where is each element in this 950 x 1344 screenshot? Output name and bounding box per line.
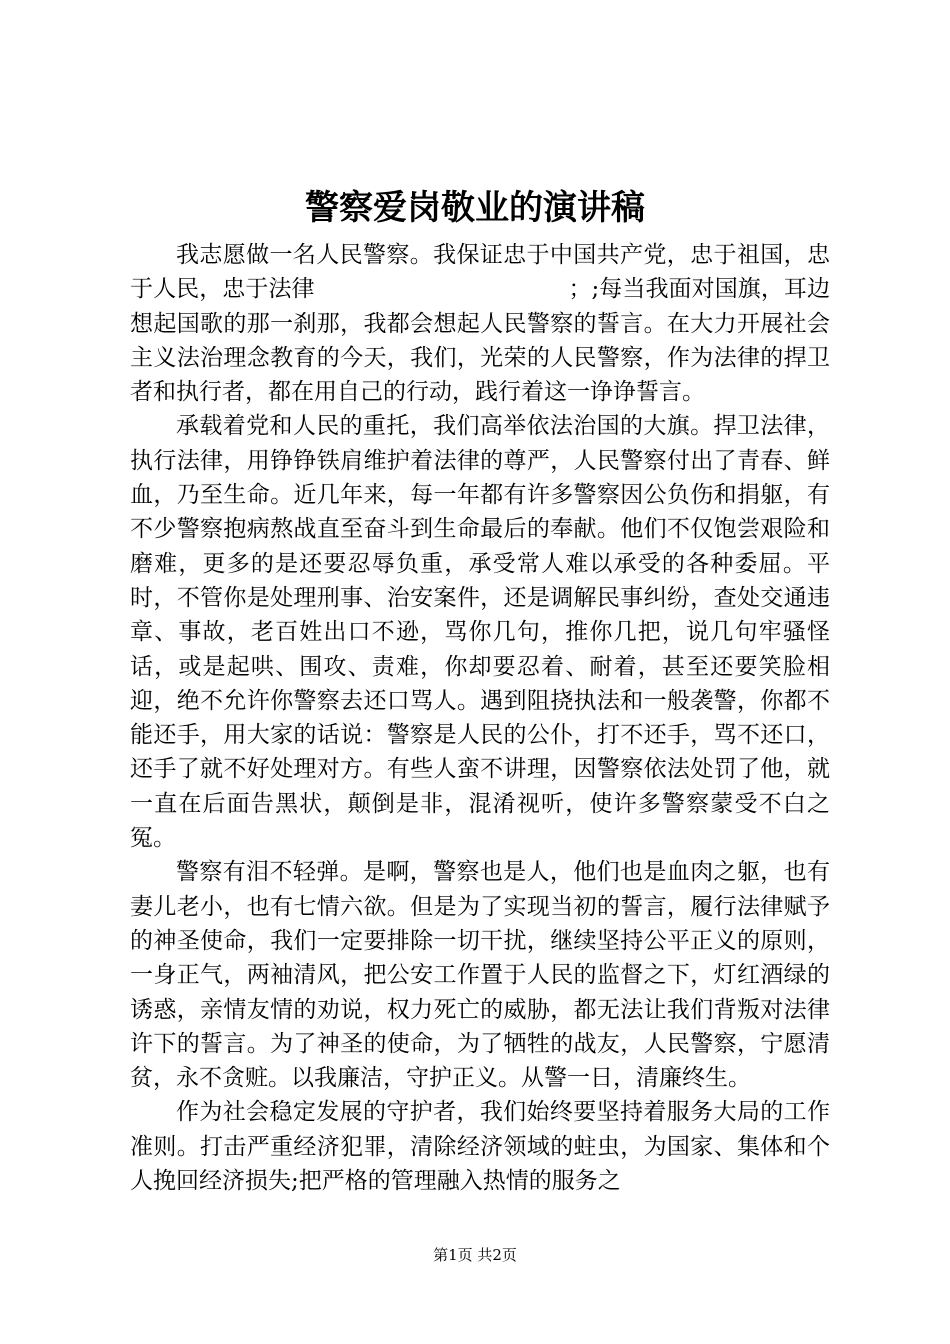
paragraph-1: 我志愿做一名人民警察。我保证忠于中国共产党，忠于祖国，忠于人民，忠于法律 ；;每当我面对国旗，耳边想起国歌的那一刹那，我都会想起人民警察的誓言。在大力开展社会主义法治理念教育的今天，我们，光荣的人民警察，作为法律的捍卫者和执行者，都在用自己的行动，践行着这一诤诤誓言。 (130, 242, 830, 406)
document-body (130, 238, 830, 1198)
paragraph-3: 警察有泪不轻弹。是啊，警察也是人，他们也是血肉之躯，也有妻儿老小，也有七情六欲。但是为了实现当初的誓言，履行法律赋予的神圣使命，我们一定要排除一切干扰，继续坚持公平正义的原则，一身正气，两袖清风，把公安工作置于人民的监督之下，灯红酒绿的诱惑，亲情友情的劝说，权力死亡的威胁，都无法让我们背叛对法律许下的誓言。为了神圣的使命，为了牺牲的战友，人民警察，宁愿清贫，永不贪赃。以我廉洁，守护正义。从警一日，清廉终生。 (130, 859, 830, 1092)
document-title: 警察爱岗敬业的演讲稿 (305, 188, 645, 228)
page-footer: 第1页 共2页 (433, 1246, 517, 1264)
paragraph-4: 作为社会稳定发展的守护者，我们始终要坚持着服务大局的工作准则。打击严重经济犯罪，清除经济领域的蛀虫，为国家、集体和个人挽回经济损失;把严格的管理融入热情的服务之 (130, 1099, 830, 1195)
paragraph-2: 承载着党和人民的重托，我们高举依法治国的大旗。捍卫法律，执行法律，用铮铮铁肩维护着法律的尊严，人民警察付出了青春、鲜血，乃至生命。近几年来，每一年都有许多警察因公负伤和捐躯，有不少警察抱病熬战直至奋斗到生命最后的奉献。他们不仅饱尝艰险和磨难，更多的是还要忍辱负重，承受常人难以承受的各种委屈。平时，不管你是处理刑事、治安案件，还是调解民事纠纷，查处交通违章、事故，老百姓出口不逊，骂你几句，推你几把，说几句牢骚怪话，或是起哄、围攻、责难，你却要忍着、耐着，甚至还要笑脸相迎，绝不允许你警察去还口骂人。遇到阻挠执法和一般袭警，你都不能还手，用大家的话说：警察是人民的公仆，打不还手，骂不还口，还手了就不好处理对方。有些人蛮不讲理，因警察依法处罚了他，就一直在后面告黑状，颠倒是非，混淆视听，使许多警察蒙受不白之冤。 (130, 413, 830, 852)
